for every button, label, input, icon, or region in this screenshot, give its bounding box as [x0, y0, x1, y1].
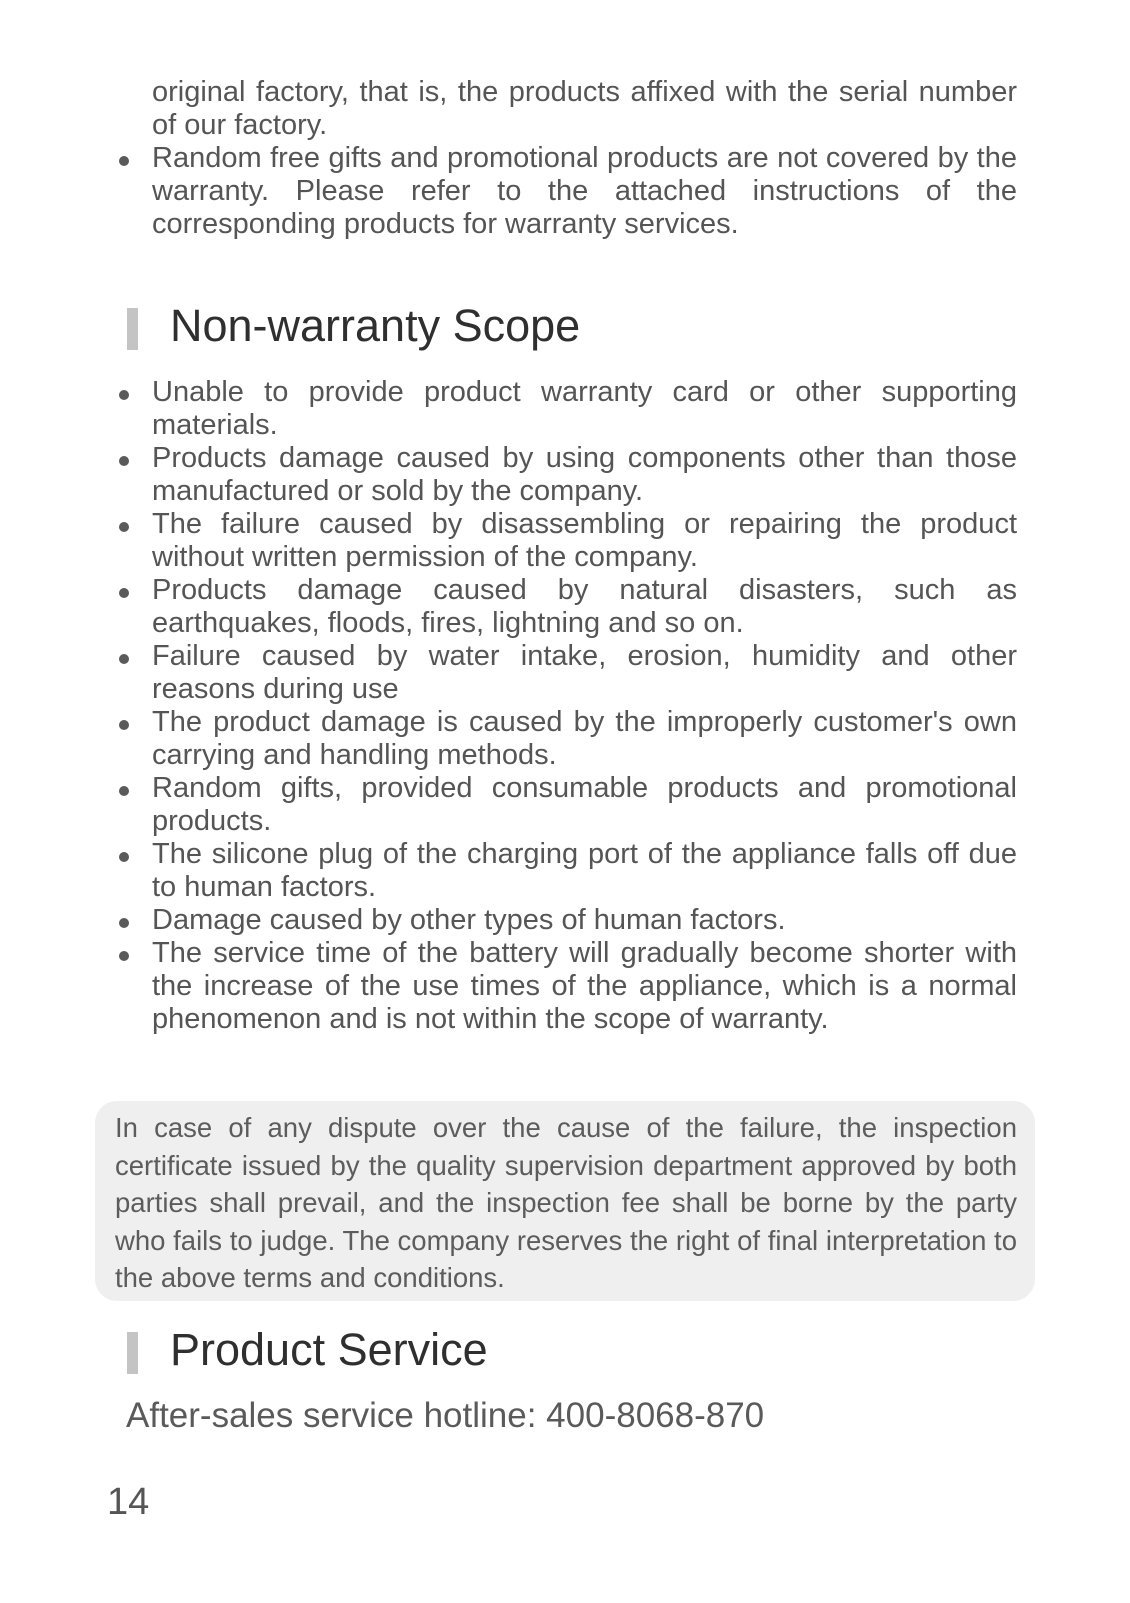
section-marker-bar — [127, 308, 138, 350]
list-item: Random gifts, provided consumable products and promotional products. — [152, 772, 1017, 837]
section-title: Product Service — [170, 1324, 488, 1375]
dispute-note-box — [95, 1101, 1035, 1301]
list-item: The service time of the battery will gradually become shorter with the increase of the use times of the appliance, which is a normal phenomenon and is not within the scope of warranty. — [152, 937, 1017, 1035]
list-item: The silicone plug of the charging port of the appliance falls off due to human factors. — [152, 838, 1017, 903]
list-item: original factory, that is, the products affixed with the serial number of our factory. — [152, 76, 1017, 141]
list-item: Products damage caused by natural disasters, such as earthquakes, floods, fires, lightning and so on. — [152, 574, 1017, 639]
list-item: Products damage caused by using components other than those manufactured or sold by the company. — [152, 442, 1017, 507]
list-item: The product damage is caused by the improperly customer's own carrying and handling methods. — [152, 706, 1017, 771]
list-item: Random free gifts and promotional products are not covered by the warranty. Please refer to the attached instructions of the corresponding products for warranty services. — [152, 142, 1017, 240]
list-item: Unable to provide product warranty card or other supporting materials. — [152, 376, 1017, 441]
service-hotline: After-sales service hotline: 400-8068-870 — [126, 1396, 765, 1435]
page-number: 14 — [107, 1481, 150, 1523]
intro-list — [152, 76, 1017, 241]
dispute-note-text: In case of any dispute over the cause of the failure, the inspection certificate issued by the quality supervision department approved by both parties shall prevail, and the inspection fee shall be borne by the party who fails to judge. The company reserves the right of final interpretation to the above terms and conditions. — [115, 1112, 1017, 1293]
list-item: Damage caused by other types of human factors. — [152, 904, 1017, 937]
section-marker-bar — [127, 1332, 138, 1374]
section-title: Non-warranty Scope — [170, 300, 581, 351]
non-warranty-list — [152, 376, 1017, 1036]
list-item: Failure caused by water intake, erosion, humidity and other reasons during use — [152, 640, 1017, 705]
list-item: The failure caused by disassembling or repairing the product without written permission of the company. — [152, 508, 1017, 573]
